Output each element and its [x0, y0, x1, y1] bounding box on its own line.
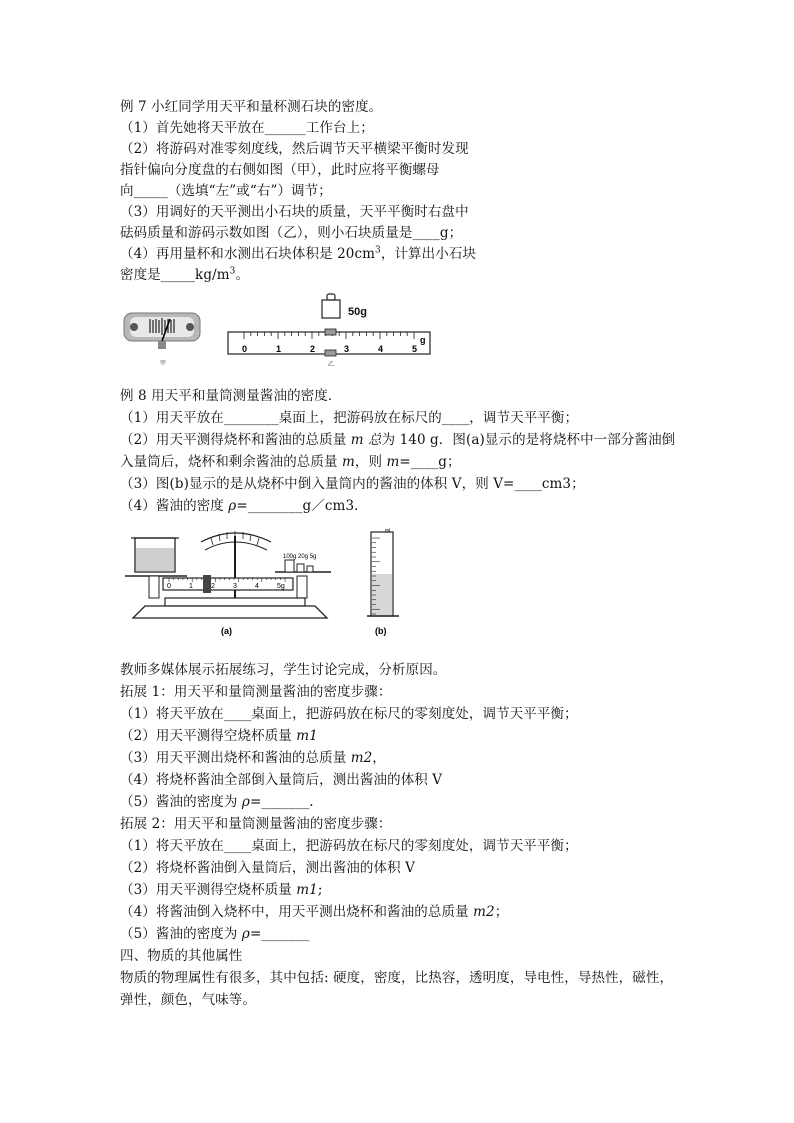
m-symbol-2: m — [386, 454, 400, 470]
example-8-q2-line2 — [120, 452, 461, 472]
q2-text-d: ，则 — [354, 454, 387, 470]
beam-tick-4: 4 — [255, 583, 259, 590]
extension-1-step-2 — [120, 726, 318, 746]
ruler-tick-0: 0 — [242, 344, 248, 354]
q2-text-c: 入量筒后，烧杯和剩余酱油的总质量 — [120, 454, 342, 470]
figure-b-cylinder — [365, 522, 407, 636]
example-7-q2-line2: 指针偏向分度盘的右侧如图（甲），此时应将平衡螺母 — [120, 162, 440, 178]
example-7-q2-line3: 向_____（选填“左”或“右”）调节； — [120, 183, 332, 199]
superscript-3: 3 — [375, 245, 381, 256]
ruler-tick-4: 4 — [378, 344, 384, 354]
extension-2-step-5 — [120, 924, 309, 944]
example-7-q3-line2: 砝码质量和游码示数如图（乙），则小石块质量是____g； — [120, 225, 463, 241]
superscript-3: 3 — [229, 266, 236, 277]
step-end: ， — [372, 750, 386, 766]
ml-label: ml — [385, 528, 391, 534]
label-jia: 甲 — [160, 361, 167, 367]
teacher-note: 教师多媒体展示拓展练习，学生讨论完成，分析原因。 — [120, 662, 447, 678]
extension-2-step-2: （2）将烧杯酱油倒入量筒后，测出酱油的体积 V — [120, 860, 415, 876]
beaker-icon — [131, 538, 179, 572]
rho-symbol: ρ — [241, 926, 250, 942]
figure-a-balance — [125, 520, 335, 638]
step-text: （3）用天平测出烧杯和酱油的总质量 — [120, 750, 351, 766]
example-8-q4 — [120, 496, 368, 516]
example-7-q4-line1 — [120, 244, 476, 264]
example-8-title: 例 8 用天平和量筒测量酱油的密度． — [120, 388, 342, 404]
label-yi: 乙 — [328, 362, 335, 368]
step-text: （5）酱油的密度为 — [120, 794, 242, 810]
m2-symbol: m2 — [350, 750, 373, 766]
weight-icon — [322, 294, 340, 318]
example-7-q3-line1: （3）用调好的天平测出小石块的质量，天平平衡时右盘中 — [120, 204, 469, 220]
example-7-title: 例 7 小红同学用天平和量杯测石块的密度。 — [120, 99, 383, 115]
section-4-para-line2: 弹性，颜色，气味等。 — [120, 992, 256, 1008]
beam-tick-0: 0 — [167, 583, 171, 590]
step-blank: =_______ — [249, 926, 310, 942]
step-blank: =_______. — [249, 794, 314, 810]
example-8-q3: （3）图(b)显示的是从烧杯中倒入量筒内的酱油的体积 V，则 V=____cm3； — [120, 476, 585, 492]
m1-symbol: m1 — [296, 882, 318, 898]
q2-text-e: =____g； — [399, 454, 461, 470]
weight-label: 50g — [348, 306, 367, 318]
q4-density-end: 。 — [235, 267, 250, 283]
q2-text-a: （2）用天平测得烧杯和酱油的总质量 — [120, 432, 351, 448]
m2-symbol: m2 — [473, 904, 495, 920]
q4-text: （4）酱油的密度 — [120, 498, 229, 514]
beam-tick-2: 2 — [211, 583, 215, 590]
extension-2-step-1: （1）将天平放在____桌面上，把游码放在标尺的零刻度处，调节天平平衡； — [120, 838, 578, 854]
step-end: ; — [317, 882, 323, 898]
label-a: (a) — [221, 626, 232, 636]
example-7-q2-line1: （2）将游码对准零刻度线，然后调节天平横梁平衡时发现 — [120, 141, 469, 157]
ruler-tick-2: 2 — [310, 344, 316, 354]
figure-yi-ruler — [224, 290, 440, 368]
example-7-q1: （1）首先她将天平放在______工作台上； — [120, 120, 374, 136]
q4-blank: =________g／cm3． — [236, 498, 368, 514]
ruler-unit: g — [420, 335, 426, 345]
extension-1-step-5 — [120, 792, 314, 812]
step-text: （4）将酱油倒入烧杯中，用天平测出烧杯和酱油的总质量 — [120, 904, 474, 920]
q4-text-a: （4）再用量杯和水测出石块体积是 20cm — [120, 246, 376, 262]
rho-symbol: ρ — [241, 794, 250, 810]
section-4-heading: 四、物质的其他属性 — [120, 948, 243, 964]
ruler-tick-3: 3 — [344, 344, 350, 354]
label-b: (b) — [375, 626, 387, 636]
extension-1-step-4: （4）将烧杯酱油全部倒入量筒后，测出酱油的体积 V — [120, 772, 443, 788]
m1-symbol: m1 — [296, 728, 318, 744]
extension-2-title: 拓展 2：用天平和量筒测量酱油的密度步骤： — [120, 816, 392, 832]
weights-label: 100g 20g 5g — [283, 554, 317, 560]
m-total: m 总 — [350, 432, 382, 448]
q4-density-text: 密度是_____kg/m — [120, 267, 230, 283]
example-8-q2-line1 — [120, 430, 675, 450]
extension-1-title: 拓展 1：用天平和量筒测量酱油的密度步骤： — [120, 684, 392, 700]
step-text: （2）用天平测得空烧杯质量 — [120, 728, 297, 744]
beam-tick-3: 3 — [233, 583, 237, 590]
example-7-q4-line2 — [120, 265, 249, 285]
extension-2-step-3 — [120, 880, 323, 900]
extension-1-step-1: （1）将天平放在____桌面上，把游码放在标尺的零刻度处，调节天平平衡； — [120, 706, 578, 722]
section-4-para-line1: 物质的物理属性有很多，其中包括: 硬度，密度，比热容，透明度，导电性，导热性，磁性， — [120, 970, 674, 986]
figure-jia-pointer-scale — [122, 305, 202, 367]
extension-2-step-4 — [120, 902, 508, 922]
q2-text-b: 为 140 g．图(a)显示的是将烧杯中一部分酱油倒 — [381, 432, 676, 448]
ruler-tick-5: 5 — [412, 344, 418, 354]
beam-tick-1: 1 — [189, 583, 193, 590]
rho-symbol: ρ — [228, 498, 237, 514]
ruler-tick-1: 1 — [276, 344, 282, 354]
extension-1-step-3 — [120, 748, 386, 768]
q4-text-b: ，计算出小石块 — [380, 246, 477, 262]
m-symbol: m — [342, 454, 355, 470]
example-8-q1: （1）用天平放在________桌面上，把游码放在标尺的____，调节天平平衡； — [120, 410, 579, 426]
beam-tick-5: 5g — [277, 583, 285, 590]
step-text: （5）酱油的密度为 — [120, 926, 242, 942]
step-end: ； — [494, 904, 509, 920]
step-text: （3）用天平测得空烧杯质量 — [120, 882, 297, 898]
